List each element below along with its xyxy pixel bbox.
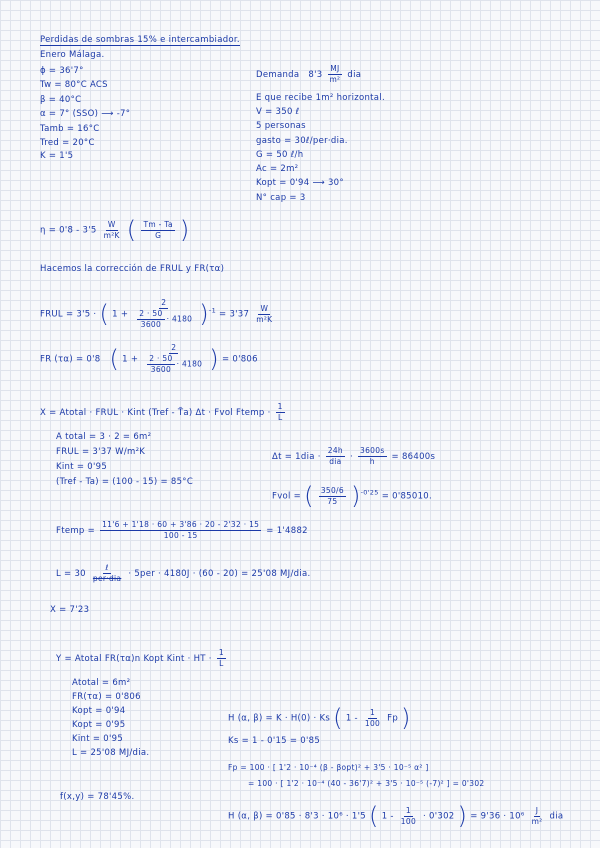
- x-result: X = 7'23: [50, 605, 90, 615]
- param-g: G = 50 ℓ/h: [256, 150, 304, 160]
- correction-title: Hacemos la corrección de FRUL y FR(τα): [40, 264, 225, 274]
- ks-equation: Ks = 1 - 0'15 = 0'85: [228, 736, 321, 746]
- demand-unit: $\frac{MJ}{\text{m²}}$: [329, 64, 341, 84]
- param-e-horizontal: E que recibe 1m² horizontal.: [256, 93, 385, 103]
- fvol-equation: Fvol = ( $\frac{350/6}{75}$ )$^{-0'25}$ = 0'85010.: [272, 482, 432, 510]
- delta-t-equation: Δt = 1dia · $\frac{24h}{\text{dia}}$ · $\frac{3600s}{h}$ = 86400s: [272, 446, 436, 466]
- page-subtitle: Enero Málaga.: [40, 50, 105, 60]
- param-gasto: gasto = 30ℓ/per·dia.: [256, 136, 348, 146]
- l-equation: L = 30 $\frac{\text{ℓ}}{\text{per·dia}}$ · 5per · 4180J · (60 - 20) = 25'08 MJ/dia.: [56, 563, 311, 583]
- x-value-frul: FRUL = 3'37 W/m²K: [56, 447, 146, 457]
- y-value-kopt-2: Kopt = 0'95: [72, 720, 126, 730]
- y-value-kint: Kint = 0'95: [72, 734, 124, 744]
- fr-equation: FR (τα) = 0'8 ( 1 + 2 $\frac{2 \cdot 50}{3600}$ · 4180 ) = 0'806: [40, 343, 258, 374]
- param-tamb: Tamb = 16°C: [40, 124, 100, 134]
- y-formula: Y = Atotal FR(τα)n Kopt Kint · HT · $\frac{1}{L}$: [56, 648, 224, 668]
- param-beta: β = 40°C: [40, 95, 82, 105]
- demand-line: Demanda 8'3 $\frac{MJ}{\text{m²}}$ dia: [256, 64, 362, 84]
- fp-line-1: Fp = 100 · [ 1'2 · 10⁻⁴ (β - βopt)² + 3'5 · 10⁻⁵ α² ]: [228, 763, 429, 772]
- param-k: K = 1'5: [40, 151, 74, 161]
- x-value-kint: Kint = 0'95: [56, 462, 108, 472]
- h-final-equation: H (α, β) = 0'85 · 8'3 · 10⁶ · 1'5 ( 1 - $\frac{1}{100}$ · 0'302 ) = 9'36 · 10⁶ $\frac{J}{\text{m²}}$ dia: [228, 802, 564, 830]
- y-value-atotal: Atotal = 6m²: [72, 678, 131, 688]
- param-volume: V = 350 ℓ: [256, 107, 300, 117]
- param-ac: Ac = 2m²: [256, 164, 299, 174]
- param-phi: ϕ = 36'7°: [40, 66, 84, 76]
- demand-label: Demanda: [256, 70, 300, 80]
- x-value-atotal: A total = 3 · 2 = 6m²: [56, 432, 152, 442]
- demand-value: 8'3: [308, 70, 323, 80]
- page-title: Perdidas de sombras 15% e intercambiador.: [40, 35, 240, 45]
- h-formula: H (α, β) = K · H(0) · Ks ( 1 - $\frac{1}{100}$ Fp ): [228, 704, 411, 732]
- param-tred: Tred = 20°C: [40, 138, 95, 148]
- param-kopt: Kopt = 0'94 ⟶ 30°: [256, 178, 344, 188]
- frul-equation: FRUL = 3'5 · ( 1 + 2 $\frac{2 \cdot 50}{3600}$ · 4180 )$^{-1}$ = 3'37 $\frac{W}{\text{m²K}}$: [40, 298, 273, 329]
- param-ncap: N° cap = 3: [256, 193, 306, 203]
- x-value-tref-ta: (Tref - Ta) = (100 - 15) = 85°C: [56, 477, 194, 487]
- y-value-fr: FR(τα) = 0'806: [72, 692, 141, 702]
- param-tw: Tw = 80°C ACS: [40, 80, 108, 90]
- ftemp-equation: Ftemp = $\frac{11'6 + 1'18 \cdot 60 + 3'86 \cdot 20 - 2'32 \cdot 15}{100 - 15}$ = 1'4882: [56, 520, 308, 540]
- y-value-l: L = 25'08 MJ/dia.: [72, 748, 150, 758]
- f-result: f(x,y) = 78'45%.: [60, 792, 135, 802]
- x-formula: X = Atotal · FRUL · Kint (Tref - T̄a) Δt · Fvol Ftemp · $\frac{1}{L}$: [40, 402, 283, 422]
- y-value-kopt: Kopt = 0'94: [72, 706, 126, 716]
- fp-line-2: = 100 · [ 1'2 · 10⁻⁴ (40 - 36'7)² + 3'5 · 10⁻⁵ (-7)² ] = 0'302: [248, 779, 485, 788]
- param-persons: 5 personas: [256, 121, 306, 131]
- eta-equation: η = 0'8 - 3'5 $\frac{W}{\text{m²K}}$ ( $\frac{Tm - Ta}{G}$ ): [40, 216, 190, 244]
- param-alpha: α = 7° (SSO) ⟶ -7°: [40, 109, 131, 119]
